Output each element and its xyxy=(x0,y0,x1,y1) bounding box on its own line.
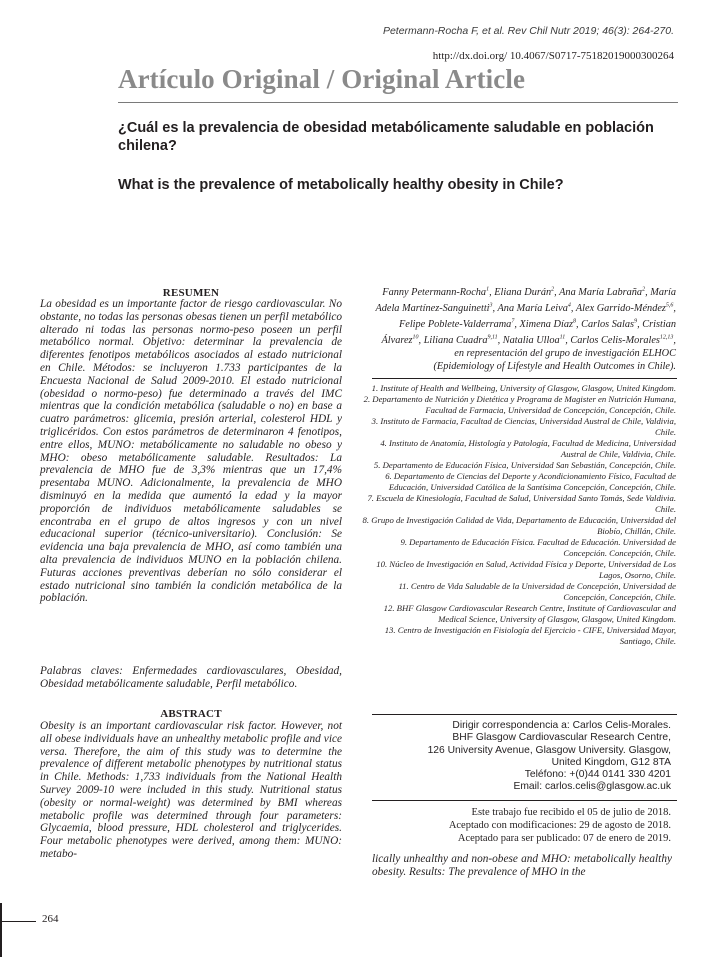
correspondence-intro: Dirigir correspondencia a: Carlos Celis-Morales. xyxy=(452,720,671,731)
keywords: Palabras claves: Enfermedades cardiovasculares, Obesidad, Obesidad metabólicamente saludable, Perfil metabólico. xyxy=(40,665,342,690)
affiliation-item: 8. Grupo de Investigación Calidad de Vida, Departamento de Educación, Universidad del Biobío, Chillán, Chile. xyxy=(362,515,676,536)
author-name: Alex Garrido-Méndez xyxy=(575,303,666,315)
author-affiliation-mark: 9 xyxy=(634,319,638,326)
doi-link[interactable]: http://dx.doi.org/ 10.4067/S0717-75182019000300264 xyxy=(432,50,674,62)
affiliation-item: 6. Departamento de Ciencias del Deporte y Acondicionamiento Físico, Facultad de Educación, Universidad Católica de la Santísima Concepción, Concepción, Chile. xyxy=(385,471,676,492)
resumen-heading: RESUMEN xyxy=(162,287,220,299)
abstract-heading: ABSTRACT xyxy=(160,708,222,720)
author-name: Felipe Poblete-Valderrama xyxy=(398,319,512,331)
correspondence-country: United Kingdom, G12 8TA xyxy=(551,756,671,768)
affiliation-item: 2. Departamento de Nutrición y Dietética y Programa de Magister en Nutrición Humana, Facultad de Farmacia, Universidad de Concepción, Concepción, Chile. xyxy=(363,394,676,415)
submission-dates xyxy=(362,806,671,845)
margin-bar xyxy=(0,903,2,957)
affiliation-item: 9. Departamento de Educación Física. Facultad de Educación. Universidad de Concepción. Concepción, Chile. xyxy=(400,537,676,558)
affiliation-item: 5. Departamento de Educación Física, Universidad San Sebastián, Concepción, Chile. xyxy=(373,460,676,470)
date-accepted-modifications: Aceptado con modificaciones: 29 de agosto de 2018. xyxy=(448,820,671,831)
author-affiliation-mark: 7 xyxy=(511,319,515,326)
affiliation-item: 10. Núcleo de Investigación en Salud, Actividad Física y Deporte, Universidad de Los Lagos, Osorno, Chile. xyxy=(376,559,676,580)
correspondence-centre: BHF Glasgow Cardiovascular Research Centre, xyxy=(452,732,671,744)
author-name: María Adela Martínez-Sanguinetti xyxy=(375,287,676,315)
divider xyxy=(372,714,677,715)
affiliation-item: 13. Centro de Investigación en Fisiología del Ejercicio - CIFE, Universidad Mayor, Santiago, Chile. xyxy=(384,625,676,646)
affiliation-item: 1. Institute of Health and Wellbeing, University of Glasgow, Glasgow, United Kingdom. xyxy=(371,383,676,393)
author-affiliation-mark: 2 xyxy=(551,287,555,293)
author-name: Liliana Cuadra xyxy=(423,335,488,347)
page-number: 264 xyxy=(42,913,59,925)
title-english: What is the prevalence of metabolically healthy obesity in Chile? xyxy=(118,177,564,193)
author-name: Natalia Ulloa xyxy=(502,335,560,347)
author-affiliation-mark: 9,11 xyxy=(487,335,498,342)
divider xyxy=(372,378,677,379)
page-number-rule xyxy=(0,921,36,922)
author-affiliation-mark: 4 xyxy=(567,303,571,310)
author-affiliation-mark: 5,6 xyxy=(665,303,674,310)
divider xyxy=(372,800,677,801)
author-affiliation-mark: 11 xyxy=(559,335,566,342)
affiliation-item: 12. BHF Glasgow Cardiovascular Research Centre, Institute of Cardiovascular and Medical Science, University of Glasgow, Glasgow, United Kingdom. xyxy=(383,603,676,624)
author-name: Carlos Salas xyxy=(581,319,635,331)
title-spanish: ¿Cuál es la prevalencia de obesidad metabólicamente saludable en población chilena? xyxy=(118,120,654,154)
author-affiliation-mark: 3 xyxy=(489,303,493,310)
affiliation-item: 7. Escuela de Kinesiología, Facultad de Salud, Universidad Santo Tomás, Sede Valdivia. Chile. xyxy=(367,493,676,514)
journal-citation: Petermann-Rocha F, et al. Rev Chil Nutr 2019; 46(3): 264-270. xyxy=(382,25,674,37)
correspondence-address: 126 University Avenue, Glasgow University. Glasgow, xyxy=(427,744,671,756)
author-name: Eliana Durán xyxy=(494,287,552,299)
author-name: Ana María Leiva xyxy=(497,303,568,315)
author-name: Cristian Álvarez xyxy=(381,319,676,347)
correspondence-block xyxy=(362,720,671,794)
abstract-continuation: lically unhealthy and non-obese and MHO: metabolically healthy obesity. Results: The prevalence of MHO in the xyxy=(372,853,672,878)
correspondence-phone: Teléfono: +(0)44 0141 330 4201 xyxy=(524,769,671,781)
abstract-body: Obesity is an important cardiovascular risk factor. However, not all obese individuals have an unhealthy metabolic profile and vice versa. Therefore, the aim of this study was to determine the prevalence of different metabolic phenotypes by nutritional status in Chile. Methods: 1,733 individuals from the National Health Survey 2009-10 were included in this study. Nutritional status (obesity or normal-weight) was determined by BMI whereas metabolic profile was determined through four parameters: Glycaemia, blood pressure, HDL cholesterol and triglycerides. Four metabolic phenotypes were derived, among them: MUNO: metabo- xyxy=(40,720,342,860)
author-name: Carlos Celis-Morales xyxy=(570,335,660,347)
divider xyxy=(118,102,678,103)
group-line-1: en representación del grupo de investigación ELHOC xyxy=(454,348,676,360)
group-line-2: (Epidemiology of Lifestyle and Health Outcomes in Chile). xyxy=(433,360,676,372)
author-affiliation-mark: 10 xyxy=(412,335,419,342)
author-affiliation-mark: 1 xyxy=(486,287,490,293)
author-affiliation-mark: 12,13 xyxy=(659,335,674,342)
correspondence-email[interactable]: Email: carlos.celis@glasgow.ac.uk xyxy=(513,781,671,793)
author-list: Fanny Petermann-Rocha$^1$, Eliana Durán$^2$, Ana María Labraña$^2$, María Adela Martínez-Sanguinetti$^3$, Ana María Leiva$^4$, Alex Garrido-Méndez$^{5,6}$, Felipe Poblete-Valderrama$^7$, Ximena Díaz$^8$, Carlos Salas$^9$, Cristian Álvarez$^{10}$, Liliana Cuadra$^{9,11}$, Natalia Ulloa$^{11}$, Carlos Celis-Morales$^{12,13}$, en representación del grupo de investigación ELHOC (Epidemiology of Lifestyle and Health Outcomes in Chile). xyxy=(375,287,676,372)
affiliations xyxy=(362,383,676,647)
author-affiliation-mark: 2 xyxy=(642,287,646,293)
affiliation-item: 3. Instituto de Farmacia, Facultad de Ciencias, Universidad Austral de Chile, Valdivia, Chile. xyxy=(371,416,676,437)
affiliation-item: 11. Centro de Vida Saludable de la Universidad de Concepción, Universidad de Concepción, Concepción, Chile. xyxy=(398,581,676,602)
affiliation-item: 4. Instituto de Anatomía, Histología y Patología, Facultad de Medicina, Universidad Austral de Chile, Valdivia, Chile. xyxy=(380,438,676,459)
author-affiliation-mark: 8 xyxy=(572,319,576,326)
date-accepted-publication: Aceptado para ser publicado: 07 de enero de 2019. xyxy=(457,833,671,844)
date-received: Este trabajo fue recibido el 05 de julio de 2018. xyxy=(471,807,671,818)
section-label: Artículo Original / Original Article xyxy=(118,64,526,94)
author-name: Ximena Díaz xyxy=(519,319,573,331)
author-name: Fanny Petermann-Rocha xyxy=(382,287,487,299)
resumen-body: La obesidad es un importante factor de riesgo cardiovascular. No obstante, no todas las personas obesas tienen un perfil metabólico alterado ni todas las personas normo-peso poseen un perfil metabólico normal. Objetivo: determinar la prevalencia de diferentes fenotipos metabólicos asociados al estado nutricional en Chile. Métodos: se incluyeron 1.733 participantes de la Encuesta Nacional de Salud 2009-2010. El estado nutricional (obesidad o normo-peso) fue determinado a través del IMC mientras que la condición metabólica (saludable o no) en base a cuatro parámetros: glicemia, presión arterial, colesterol HDL y triglicéridos. Con estos parámetros de determinaron 4 fenotipos, entre ellos, MUNO: metabólicamente no saludable no obeso y MHO: obeso metabólicamente saludable. Resultados: La prevalencia de MHO fue de 3,3% mientras que un 17,4% presentaba MUNO. Adicionalmente, la prevalencia de MHO disminuyó en la medida que aumentó la edad y la mayor proporción de individuos metabólicamente saludables se encontraba en el grupo de altos ingresos y con un nivel educacional superior (técnico-universitario). Conclusión: Se evidencia una baja prevalencia de MHO, así como también una alta prevalencia de individuos MUNO en la población chilena. Futuras acciones preventivas deberían no sólo considerar el estado nutricional sino también la condición metabólica de la población. xyxy=(40,298,342,605)
author-name: Ana María Labraña xyxy=(559,287,643,299)
